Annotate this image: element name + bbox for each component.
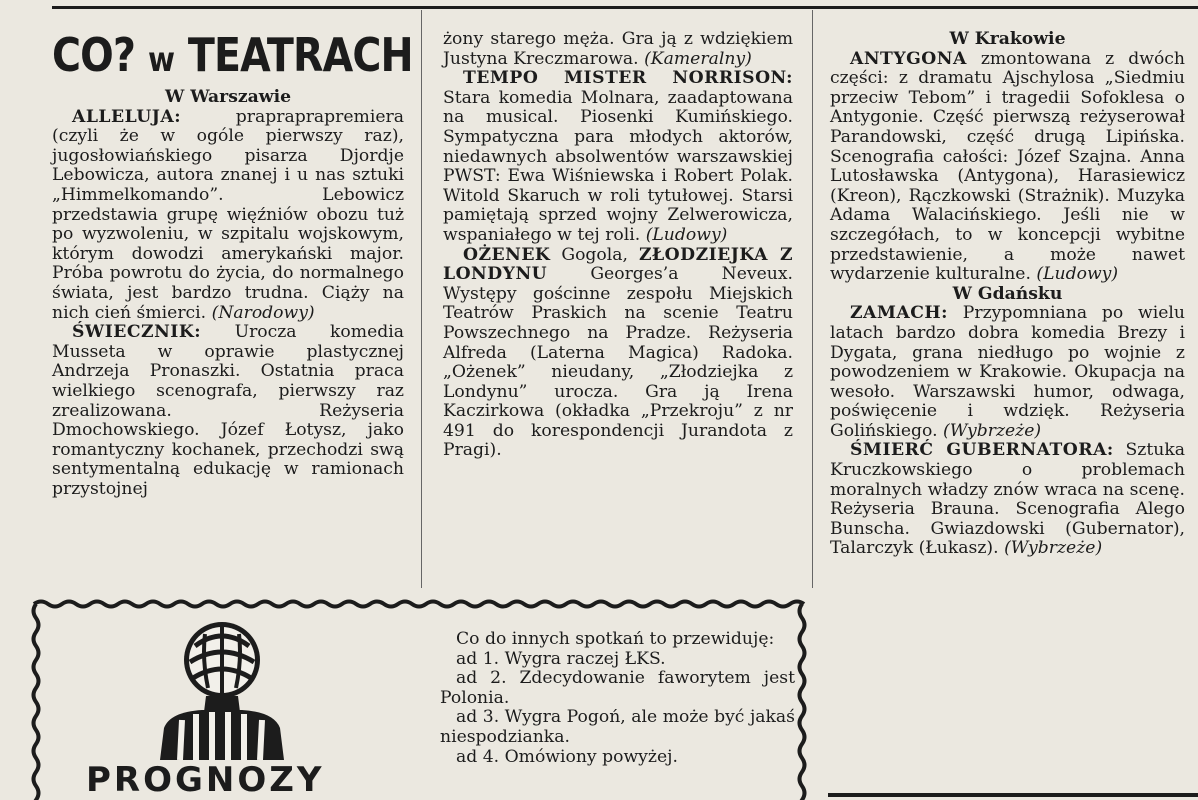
- entry-title: ŚMIERĆ GUBERNATORA:: [850, 440, 1114, 461]
- prognozy-intro: Co do innych spotkań to przewiduję:: [456, 629, 775, 649]
- title-question: CO?: [52, 28, 136, 82]
- theatre-name: (Kameralny): [644, 48, 752, 69]
- section-heading-krakow: W Krakowie: [949, 29, 1066, 49]
- entry-text: Przypomniana po wielu latach bardzo dobra komedia Brezy i Dygata, grana niedługo po wojnie z powodzeniem w Krakowie. Okupacja na wesoło. Warszawski humor, odwaga, poświęcenie i wdzięk. Reżyseria Golińskiego.: [830, 303, 1185, 441]
- prognozy-heading: PROGNOZY: [86, 760, 325, 800]
- column-divider-2: [812, 10, 813, 588]
- entry-smierc-gubernatora: [830, 441, 1185, 559]
- prognozy-item: ad 3. Wygra Pogoń, ale może być jakaś niespodzianka.: [440, 707, 795, 747]
- entry-swiecznik: [52, 323, 404, 499]
- entry-continuation: [443, 30, 793, 69]
- page-title: [52, 26, 413, 84]
- entry-title: TEMPO MISTER NORRISON:: [463, 68, 793, 89]
- bottom-right-rule: [828, 793, 1198, 797]
- theatre-name: (Ludowy): [645, 224, 728, 245]
- entry-text: Stara komedia Molnara, zaadaptowana na musical. Piosenki Kumińskiego. Sympatyczna para młodych aktorów, niedawnych absolwentów warszawskiej PWST: Ewa Wiśniewska i Robert Polak. Witold Skaruch w roli tytułowej. Starsi pamiętają sprzed wojny Zelwerowicza, wspaniałego w tej roli.: [443, 87, 793, 245]
- column-3: [830, 30, 1185, 559]
- entry-title: ŚWIECZNIK:: [72, 322, 202, 343]
- entry-title: ANTYGONA: [850, 48, 967, 69]
- column-divider-1: [421, 10, 422, 588]
- entry-antygona: [830, 50, 1185, 285]
- entry-alleluja: [52, 108, 404, 324]
- theatre-name: (Wybrzeże): [943, 420, 1042, 441]
- prognozy-item: ad 1. Wygra raczej ŁKS.: [456, 648, 666, 669]
- entry-title: ZŁODZIEJKA Z LONDYNU: [443, 244, 793, 285]
- entry-ozenek: [443, 246, 793, 462]
- title-w: w: [147, 40, 175, 80]
- entry-text: Georges’a Neveux. Występy gościnne zespołu Miejskich Teatrów Praskich na scenie Teatru Powszechnego na Pradze. Reżyseria Alfreda (Laterna Magica) Radoka. „Ożenek” nieudany, „Złodziejka z Londynu” urocza. Gra ją Irena Kaczirkowa (okładka „Przekroju” z nr 491 do korespondencji Jurandota z Pragi).: [443, 264, 793, 461]
- section-heading-gdansk: W Gdańsku: [952, 283, 1063, 304]
- entry-title: OŻENEK: [463, 244, 551, 265]
- theatre-name: (Narodowy): [211, 302, 315, 323]
- entry-title: ALLELUJA:: [72, 106, 182, 127]
- top-rule: [52, 6, 1198, 9]
- entry-tempo-mister-norrison: [443, 69, 793, 245]
- entry-text: Urocza komedia Musseta w oprawie plastycznej Andrzeja Pronaszki. Ostatnia praca wielkiego scenografa, pierwszy raz zrealizowana. Reżyseria Dmochowskiego. Józef Łotysz, jako romantyczny kochanek, przechodzi swą sentymentalną edukację w ramionach przystojnej: [52, 322, 404, 499]
- entry-text: Sztuka Kruczkowskiego o problemach moralnych władzy znów wraca na scenę. Reżyseria Brauna. Scenografia Alego Bunscha. Gwiazdowski (Gubernator), Talarczyk (Łukasz).: [830, 440, 1185, 559]
- theatre-name: (Wybrzeże): [1004, 538, 1103, 559]
- entry-zamach: [830, 304, 1185, 441]
- football-player-illustration-icon: [150, 616, 290, 760]
- prognozy-item: ad 2. Zdecydowanie faworytem jest Polonia.: [440, 668, 795, 708]
- theatre-name: (Ludowy): [1036, 264, 1119, 285]
- section-heading-warszawa: W Warszawie: [164, 87, 292, 107]
- entry-text: żony starego męża. Gra ją z wdziękiem Justyna Kreczmarowa.: [443, 29, 793, 69]
- entry-text: zmontowana z dwóch części: z dramatu Ajschylosa „Siedmiu przeciw Tebom” i tragedii Sofoklesa o Antygonie. Część pierwszą reżyserował Parandowski, część drugą Lipińska. Scenografia całości: Józef Szajna. Anna Lutosławska (Antygona), Harasiewicz (Kreon), Rączkowski (Strażnik). Muzyka Adama Walacińskiego. Jeśli nie w szczegółach, to w koncepcji wybitne przedstawienie, a może nawet wydarzenie kulturalne.: [830, 48, 1185, 285]
- entry-title: ZAMACH:: [850, 303, 949, 324]
- column-1: [52, 88, 404, 499]
- prognozy-text: [440, 630, 795, 767]
- entry-text: Gogola,: [550, 244, 639, 265]
- title-word: TEATRACH: [187, 28, 413, 82]
- column-2: [443, 30, 793, 461]
- entry-text: prapraprapremiera (czyli że w ogóle pierwszy raz), jugosłowiańskiego pisarza Djordje Lebowicza, autora znanej i u nas sztuki „Himmelkomando”. Lebowicz przedstawia grupę więźniów obozu tuż po wyzwoleniu, w szpitalu wojskowym, którym dowodzi amerykański major. Próba powrotu do życia, do normalnego świata, jest bardzo trudna. Ciąży na nich cień śmierci.: [52, 106, 404, 323]
- prognozy-item: ad 4. Omówiony powyżej.: [456, 746, 678, 767]
